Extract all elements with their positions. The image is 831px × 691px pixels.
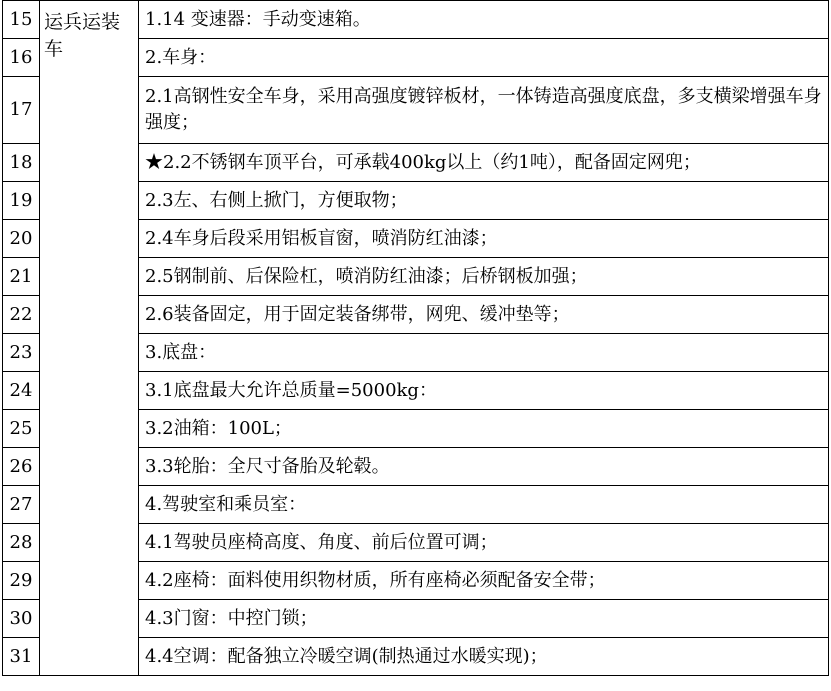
row-description: 4.4空调：配备独立冷暖空调(制热通过水暖实现)； bbox=[139, 638, 829, 676]
row-number: 31 bbox=[3, 638, 40, 676]
row-number: 27 bbox=[3, 486, 40, 524]
row-description: ★2.2不锈钢车顶平台，可承载400kg以上（约1吨），配备固定网兜； bbox=[139, 144, 829, 182]
row-description: 3.底盘： bbox=[139, 334, 829, 372]
row-number: 30 bbox=[3, 600, 40, 638]
spec-table bbox=[2, 0, 829, 676]
row-description: 2.4车身后段采用铝板盲窗，喷消防红油漆； bbox=[139, 220, 829, 258]
row-number: 17 bbox=[3, 77, 40, 144]
row-number: 23 bbox=[3, 334, 40, 372]
row-description: 4.3门窗：中控门锁； bbox=[139, 600, 829, 638]
row-description: 2.5钢制前、后保险杠，喷消防红油漆；后桥钢板加强； bbox=[139, 258, 829, 296]
row-description: 3.1底盘最大允许总质量=5000kg： bbox=[139, 372, 829, 410]
row-number: 24 bbox=[3, 372, 40, 410]
row-description: 3.3轮胎：全尺寸备胎及轮毂。 bbox=[139, 448, 829, 486]
category-cell: 运兵运装车 bbox=[40, 1, 139, 676]
table-row bbox=[3, 1, 829, 39]
row-number: 21 bbox=[3, 258, 40, 296]
row-number: 25 bbox=[3, 410, 40, 448]
row-number: 15 bbox=[3, 1, 40, 39]
row-description: 4.2座椅：面料使用织物材质，所有座椅必须配备安全带； bbox=[139, 562, 829, 600]
row-description: 4.1驾驶员座椅高度、角度、前后位置可调； bbox=[139, 524, 829, 562]
row-description: 1.14 变速器：手动变速箱。 bbox=[139, 1, 829, 39]
row-description: 2.车身： bbox=[139, 39, 829, 77]
row-description: 2.1高钢性安全车身，采用高强度镀锌板材，一体铸造高强度底盘，多支横梁增强车身强度； bbox=[139, 77, 829, 144]
row-number: 18 bbox=[3, 144, 40, 182]
row-description: 4.驾驶室和乘员室： bbox=[139, 486, 829, 524]
row-number: 19 bbox=[3, 182, 40, 220]
row-description: 2.6装备固定，用于固定装备绑带，网兜、缓冲垫等； bbox=[139, 296, 829, 334]
row-number: 26 bbox=[3, 448, 40, 486]
row-number: 28 bbox=[3, 524, 40, 562]
row-number: 22 bbox=[3, 296, 40, 334]
row-description: 2.3左、右侧上掀门，方便取物； bbox=[139, 182, 829, 220]
row-number: 29 bbox=[3, 562, 40, 600]
row-number: 20 bbox=[3, 220, 40, 258]
row-number: 16 bbox=[3, 39, 40, 77]
row-description: 3.2油箱：100L； bbox=[139, 410, 829, 448]
